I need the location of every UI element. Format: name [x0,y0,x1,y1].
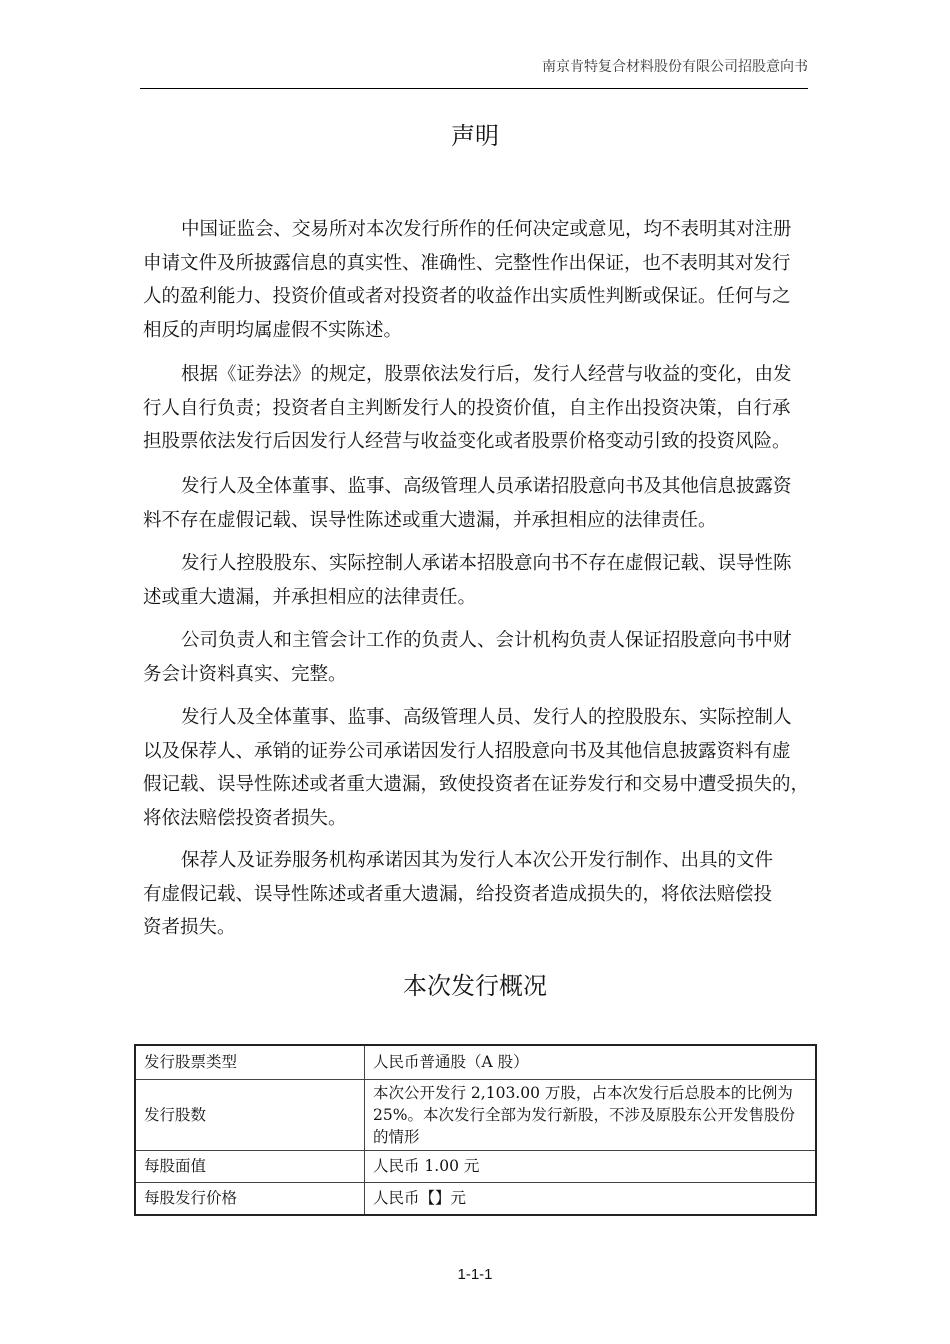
paragraph-line: 行人自行负责；投资者自主判断发行人的投资价值，自主作出投资决策，自行承 [143,397,791,419]
paragraph-line: 发行人控股股东、实际控制人承诺本招股意向书不存在虚假记载、误导性陈 [181,553,792,574]
paragraph-line: 人的盈利能力、投资价值或者对投资者的收益作出实质性判断或保证。任何与之 [143,286,791,308]
paragraph [143,624,823,691]
paragraph-line: 根据《证券法》的规定，股票依法发行后，发行人经营与收益的变化，由发 [181,364,792,385]
paragraph-line: 资者损失。 [143,917,236,939]
paragraph-line: 担股票依法发行后因发行人经营与收益变化或者股票价格变动引致的投资风险。 [143,431,791,453]
paragraph-line: 保荐人及证券服务机构承诺因其为发行人本次公开发行制作、出具的文件 [181,850,774,871]
paragraph-line: 述或重大遗漏，并承担相应的法律责任。 [143,586,477,608]
document-header: 南京肯特复合材料股份有限公司招股意向书 [542,59,808,75]
table-row [135,1150,816,1182]
table-row [135,1045,816,1079]
row-value: 人民币 1.00 元 [365,1150,817,1182]
paragraph [143,701,823,836]
page-number: 1-1-1 [457,1266,493,1283]
row-label: 发行股票类型 [135,1045,365,1079]
paragraph [143,470,823,537]
paragraph-line: 以及保荐人、承销的证券公司承诺因发行人招股意向书及其他信息披露资料有虚 [143,740,791,762]
paragraph-line: 申请文件及所披露信息的真实性、准确性、完整性作出保证，也不表明其对发行 [143,252,791,274]
paragraph-line: 料不存在虚假记载、误导性陈述或重大遗漏，并承担相应的法律责任。 [143,509,717,531]
paragraph-line: 相反的声明均属虚假不实陈述。 [143,320,403,342]
table-row [135,1079,816,1150]
overview-title: 本次发行概况 [403,972,547,1000]
row-label: 发行股数 [135,1079,365,1150]
declaration-title: 声明 [451,122,499,150]
offering-overview-table [134,1044,817,1216]
paragraph [143,358,823,459]
row-value: 本次公开发行 2,103.00 万股，占本次发行后总股本的比例为 25%。本次发行全部为发行新股，不涉及原股东公开发售股份的情形 [365,1079,817,1150]
paragraph-line: 发行人及全体董事、监事、高级管理人员承诺招股意向书及其他信息披露资 [181,476,792,497]
paragraph-line: 假记载、误导性陈述或者重大遗漏，致使投资者在证券发行和交易中遭受损失的， [143,774,810,796]
paragraph-line: 中国证监会、交易所对本次发行所作的任何决定或意见，均不表明其对注册 [181,219,792,240]
row-label: 每股发行价格 [135,1182,365,1215]
row-value: 人民币普通股（A 股） [365,1045,817,1079]
paragraph-line: 有虚假记载、误导性陈述或者重大遗漏，给投资者造成损失的，将依法赔偿投 [143,883,773,905]
paragraph [143,844,823,945]
row-value: 人民币【】元 [365,1182,817,1215]
paragraph-line: 将依法赔偿投资者损失。 [143,808,347,830]
table-row [135,1182,816,1215]
row-label: 每股面值 [135,1150,365,1182]
header-divider [140,88,808,89]
paragraph-line: 务会计资料真实、完整。 [143,663,347,685]
paragraph-line: 发行人及全体董事、监事、高级管理人员、发行人的控股股东、实际控制人 [181,707,792,728]
paragraph [143,547,823,614]
paragraph [143,213,823,348]
paragraph-line: 公司负责人和主管会计工作的负责人、会计机构负责人保证招股意向书中财 [181,630,792,651]
